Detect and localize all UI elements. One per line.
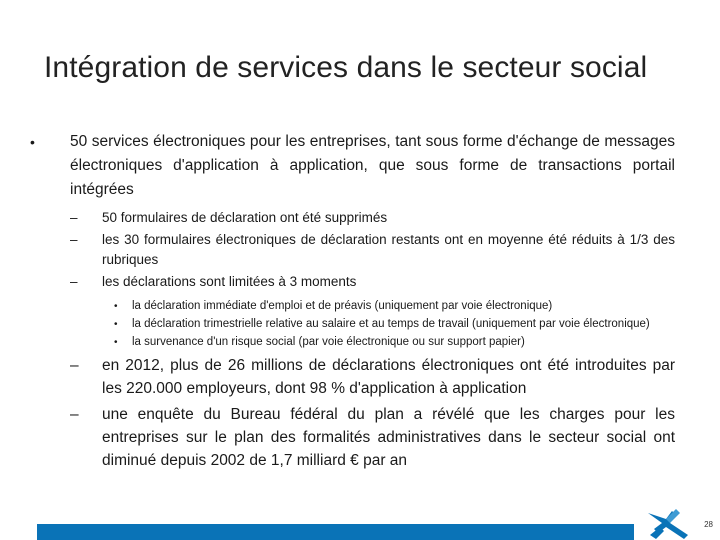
- sub-sub-bullet-item: [30, 334, 675, 351]
- crossroads-bank-logo-icon: [646, 505, 692, 540]
- sub-sub-bullet-text: la survenance d'un risque social (par voie électronique ou sur support papier): [132, 336, 525, 348]
- dash-marker: –: [70, 232, 78, 247]
- sub-bullet-item: [30, 354, 675, 400]
- sub-bullet-text: les déclarations sont limitées à 3 moments: [102, 274, 357, 289]
- dash-marker: –: [70, 357, 79, 374]
- dash-marker: –: [70, 210, 78, 225]
- bullet-marker: •: [30, 134, 35, 150]
- sub-bullet-item: [30, 208, 675, 228]
- bullet-marker: •: [114, 319, 118, 330]
- sub-bullet-item: [30, 272, 675, 292]
- dash-marker: –: [70, 406, 79, 423]
- sub-bullet-item: [30, 403, 675, 472]
- dash-marker: –: [70, 274, 78, 289]
- sub-bullet-text: 50 formulaires de déclaration ont été supprimés: [102, 210, 388, 225]
- bullet-marker: •: [114, 301, 118, 312]
- sub-sub-bullet-item: [30, 298, 675, 315]
- bullet-text: 50 services électroniques pour les entreprises, tant sous forme d'échange de messages électroniques d'application à application, que sous forme de transactions portail intégrées: [70, 133, 675, 198]
- footer-bar: [37, 524, 634, 540]
- sub-bullet-item: [30, 230, 675, 270]
- bullet-marker: •: [114, 337, 118, 348]
- page-number: 28: [704, 520, 713, 529]
- sub-sub-bullet-text: la déclaration immédiate d'emploi et de préavis (uniquement par voie électronique): [132, 300, 553, 312]
- sub-bullet-text: les 30 formulaires électroniques de déclaration restants ont en moyenne été réduits à 1/3 des rubriques: [102, 232, 675, 267]
- bullet-item: [30, 130, 675, 202]
- slide-body: [30, 130, 675, 472]
- sub-bullet-text: une enquête du Bureau fédéral du plan a révélé que les charges pour les entreprises sur le plan des formalités administratives dans le secteur social ont diminué depuis 2002 de 1,7 milliard € par an: [102, 406, 675, 469]
- sub-sub-bullet-text: la déclaration trimestrielle relative au salaire et au temps de travail (uniquement par voie électronique): [132, 318, 650, 330]
- sub-sub-bullet-item: [30, 316, 675, 333]
- slide-title: Intégration de services dans le secteur social: [44, 51, 648, 84]
- sub-bullet-text: en 2012, plus de 26 millions de déclarations électroniques ont été introduites par les 220.000 employeurs, dont 98 % d'application à application: [102, 357, 675, 397]
